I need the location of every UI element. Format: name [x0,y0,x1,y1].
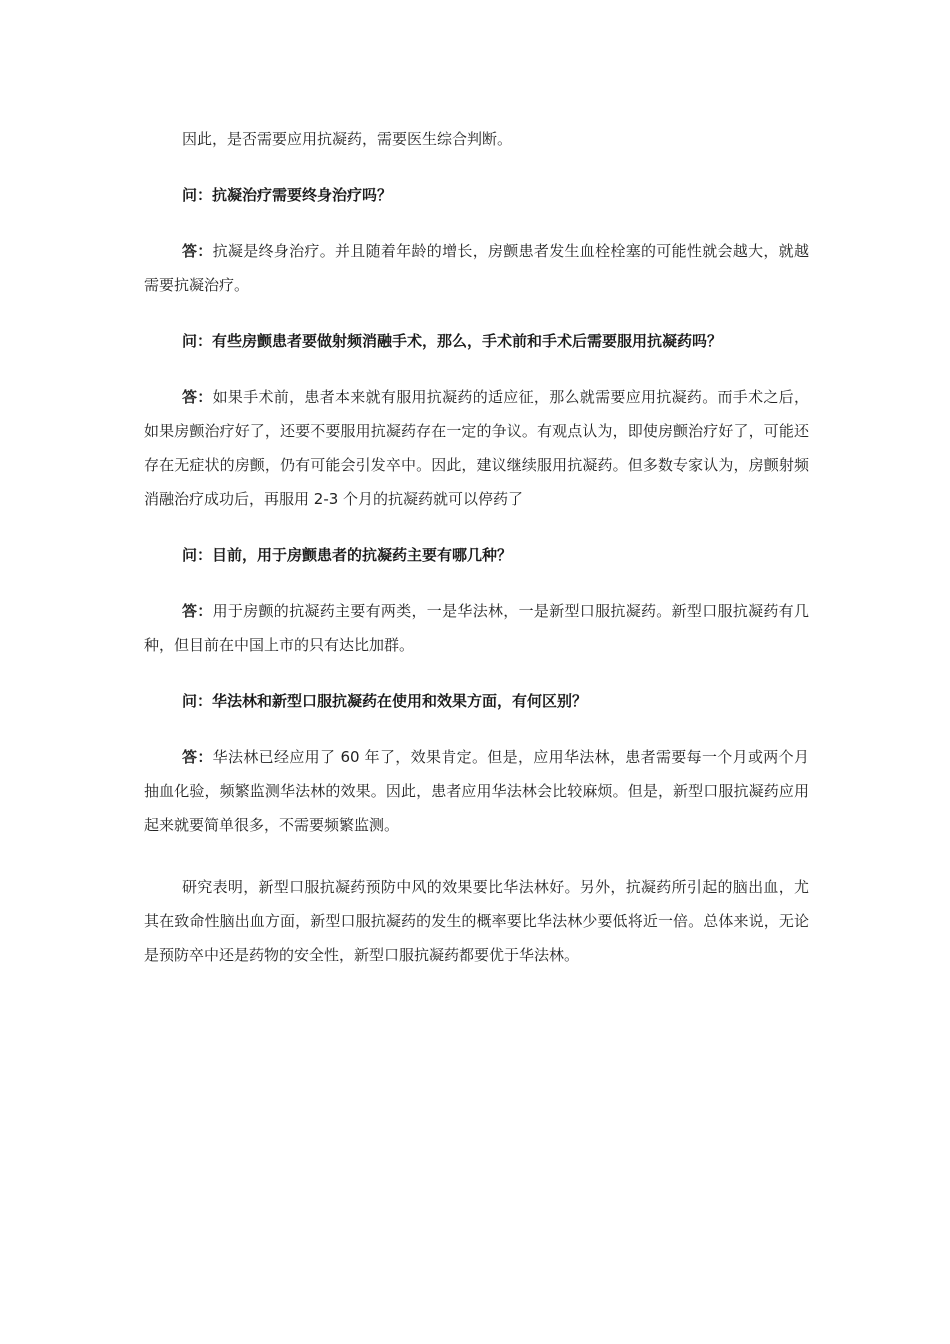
paragraph-text: 研究表明，新型口服抗凝药预防中风的效果要比华法林好。另外，抗凝药所引起的脑出血，尤其在致命性脑出血方面，新型口服抗凝药的发生的概率要比华法林少要低将近一倍。总体来说，无论是预防卒中还是药物的安全性，新型口服抗凝药都要优于华法林。 [144,878,809,964]
answer-text: 用于房颤的抗凝药主要有两类，一是华法林，一是新型口服抗凝药。新型口服抗凝药有几种，但目前在中国上市的只有达比加群。 [144,602,809,654]
question-text: 抗凝治疗需要终身治疗吗？ [212,186,393,204]
question-lifelong-treatment [144,178,809,212]
document-body [144,122,809,994]
answer-label: 答： [182,388,213,406]
question-warfarin-vs-noac [144,684,809,718]
question-label: 问： [182,186,213,204]
question-ablation-surgery [144,324,809,358]
question-drug-types [144,538,809,572]
paragraph-text: 因此，是否需要应用抗凝药，需要医生综合判断。 [182,130,513,148]
answer-label: 答： [182,242,213,260]
answer-warfarin-vs-noac [144,740,809,842]
answer-ablation-surgery [144,380,809,516]
question-text: 华法林和新型口服抗凝药在使用和效果方面，有何区别？ [212,692,588,710]
answer-drug-types [144,594,809,662]
question-text: 目前，用于房颤患者的抗凝药主要有哪几种？ [212,546,513,564]
answer-text: 抗凝是终身治疗。并且随着年龄的增长，房颤患者发生血栓栓塞的可能性就会越大，就越需要抗凝治疗。 [144,242,809,294]
answer-label: 答： [182,748,213,766]
question-label: 问： [182,692,213,710]
paragraph-intro [144,122,809,156]
question-label: 问： [182,546,213,564]
answer-text: 如果手术前，患者本来就有服用抗凝药的适应征，那么就需要应用抗凝药。而手术之后，如果房颤治疗好了，还要不要服用抗凝药存在一定的争议。有观点认为，即使房颤治疗好了，可能还存在无症状的房颤，仍有可能会引发卒中。因此，建议继续服用抗凝药。但多数专家认为，房颤射频消融治疗成功后，再服用 2-3 个月的抗凝药就可以停药了 [144,388,809,508]
answer-text: 华法林已经应用了 60 年了，效果肯定。但是，应用华法林，患者需要每一个月或两个月抽血化验，频繁监测华法林的效果。因此，患者应用华法林会比较麻烦。但是，新型口服抗凝药应用起来就要简单很多，不需要频繁监测。 [144,748,809,834]
question-label: 问： [182,332,213,350]
answer-label: 答： [182,602,213,620]
paragraph-research-findings [144,870,809,972]
question-text: 有些房颤患者要做射频消融手术，那么，手术前和手术后需要服用抗凝药吗？ [212,332,723,350]
answer-lifelong-treatment [144,234,809,302]
